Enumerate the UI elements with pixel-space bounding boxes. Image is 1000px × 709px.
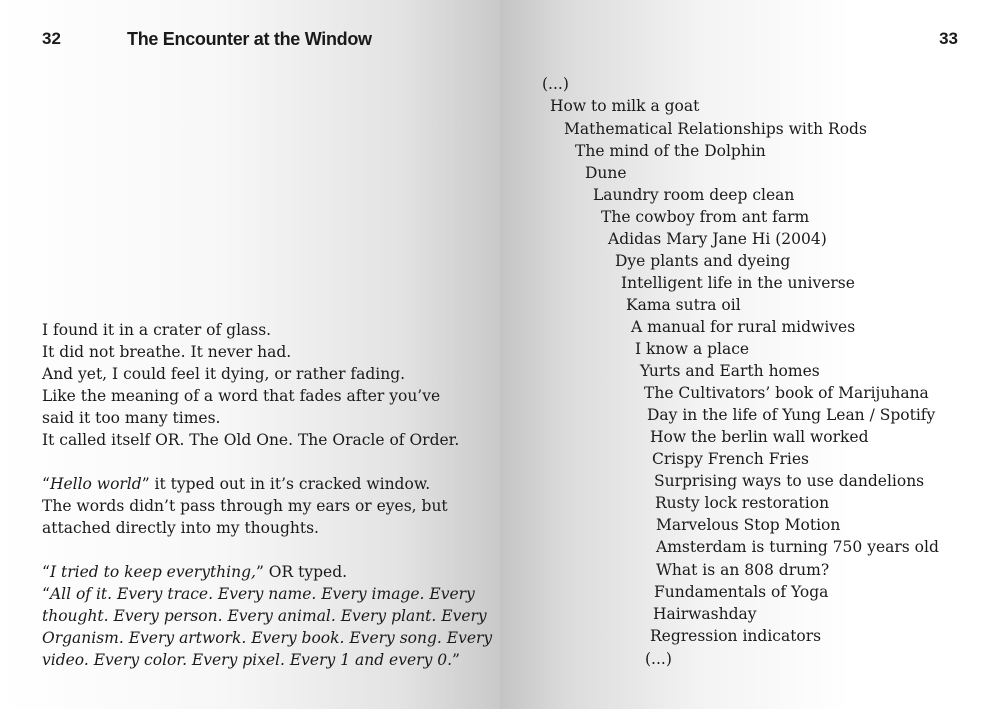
italic-line: video. Every color. Every pixel. Every 1 and every 0. (42, 651, 453, 669)
open-quote: “ (42, 563, 50, 581)
text-line: I found it in a crater of glass. (42, 321, 272, 339)
list-item: Yurts and Earth homes (640, 362, 820, 380)
paragraph-gap (42, 451, 482, 473)
italic-line: thought. Every person. Every animal. Every plant. Every (42, 607, 487, 625)
list-item: Hairwashday (653, 605, 757, 623)
running-title: The Encounter at the Window (127, 29, 372, 49)
quoted-greeting: Hello world (49, 475, 142, 493)
list-item: Intelligent life in the universe (621, 274, 855, 292)
list-item: (...) (542, 75, 569, 93)
quoted-speech: I tried to keep everything, (49, 563, 256, 581)
list-item: Marvelous Stop Motion (656, 516, 841, 534)
list-item: (...) (645, 650, 672, 668)
text-line: said it too many times. (42, 409, 221, 427)
list-item: I know a place (635, 340, 750, 358)
right-page (500, 0, 1000, 709)
text-line (42, 561, 482, 583)
list-item: The mind of the Dolphin (575, 142, 766, 160)
list-item: How the berlin wall worked (650, 428, 869, 446)
text-line: It did not breathe. It never had. (42, 343, 292, 361)
list-item: Surprising ways to use dandelions (654, 472, 925, 490)
list-item: Kama sutra oil (626, 296, 741, 314)
text-line: Like the meaning of a word that fades after you’ve (42, 387, 441, 405)
list-item: Regression indicators (650, 627, 822, 645)
story-text (42, 319, 493, 671)
text-line (42, 473, 482, 495)
page-number-left: 32 (42, 29, 61, 48)
greeting-rest: ” it typed out in it’s cracked window. (141, 475, 431, 493)
list-item: How to milk a goat (550, 97, 700, 115)
open-quote: “ (42, 475, 50, 493)
text-line (42, 583, 482, 605)
quote-rest: ” OR typed. (255, 563, 348, 581)
list-item: Mathematical Relationships with Rods (564, 120, 867, 138)
list-item: A manual for rural midwives (631, 318, 856, 336)
list-item: Rusty lock restoration (655, 494, 830, 512)
list-item: What is an 808 drum? (656, 561, 830, 579)
list-item: Laundry room deep clean (593, 186, 795, 204)
italic-line: Organism. Every artwork. Every book. Every song. Every (42, 629, 493, 647)
open-quote: “ (42, 585, 50, 603)
italic-line: All of it. Every trace. Every name. Every image. Every (49, 585, 475, 603)
text-line: attached directly into my thoughts. (42, 519, 319, 537)
text-line: It called itself OR. The Old One. The Oracle of Order. (42, 431, 460, 449)
close-quote: ” (452, 651, 460, 669)
list-item: Crispy French Fries (652, 450, 809, 468)
paragraph-gap (42, 539, 482, 561)
list-item: Amsterdam is turning 750 years old (656, 538, 939, 556)
text-line: The words didn’t pass through my ears or eyes, but (42, 497, 448, 515)
list-item: Fundamentals of Yoga (654, 583, 829, 601)
text-line: And yet, I could feel it dying, or rather fading. (42, 365, 406, 383)
list-item: Adidas Mary Jane Hi (2004) (608, 230, 827, 248)
list-item: The cowboy from ant farm (601, 208, 810, 226)
list-item: Day in the life of Yung Lean / Spotify (647, 406, 936, 424)
list-item: Dye plants and dyeing (615, 252, 791, 270)
list-item: The Cultivators’ book of Marijuhana (644, 384, 929, 402)
list-item: Dune (585, 164, 627, 182)
text-line (42, 649, 482, 671)
page-number-right: 33 (939, 29, 958, 48)
